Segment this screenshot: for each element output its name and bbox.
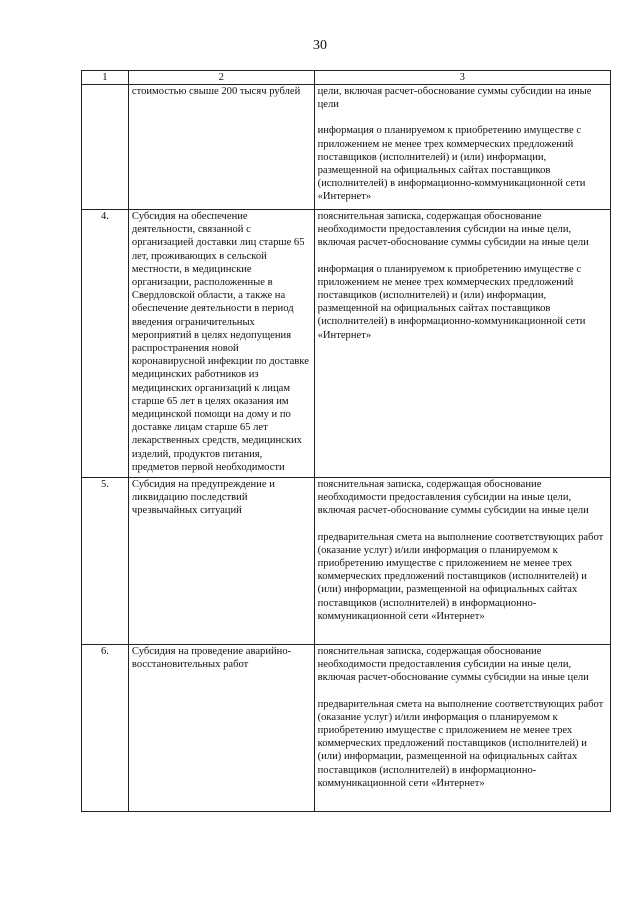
document-item: информация о планируемом к приобретению имуществе с приложением не менее трех коммерческих предложений поставщиков (исполнителей) и (или) информации, размещенной на официальных сайтах поставщиков (исполнителей) в информационно-коммуникационной сети «Интернет»	[317, 263, 586, 341]
row-number	[82, 85, 129, 210]
subsidy-documents-table	[81, 70, 611, 812]
required-documents	[314, 478, 610, 645]
column-header-1: 1	[82, 71, 129, 85]
required-documents	[314, 645, 610, 812]
subsidy-name: Субсидия на обеспечение деятельности, связанной с организацией доставки лиц старше 65 лет, проживающих в сельской местности, в медицинские организации, расположенные в Свердловской области, а также на обеспечение деятельности в период введения ограничительных мероприятий в целях недопущения распространения новой коронавирусной инфекции по доставке медицинских работников из медицинских организаций к лицам старше 65 лет в целях оказания им медицинской помощи на дому и по доставке лицам старше 65 лет лекарственных средств, медицинских изделий, продуктов питания, предметов первой необходимости	[128, 210, 314, 478]
row-number: 6.	[82, 645, 129, 812]
column-header-3: 3	[314, 71, 610, 85]
table-row	[82, 645, 611, 812]
table-header-row	[82, 71, 611, 85]
document-item: информация о планируемом к приобретению имуществе с приложением не менее трех коммерческих предложений поставщиков (исполнителей) и (или) информации, размещенной на официальных сайтах поставщиков (исполнителей) в информационно-коммуникационной сети «Интернет»	[317, 125, 586, 203]
document-item: цели, включая расчет-обоснование суммы субсидии на иные цели	[317, 86, 592, 111]
subsidy-name: Субсидия на предупреждение и ликвидацию последствий чрезвычайных ситуаций	[128, 478, 314, 645]
document-item: пояснительная записка, содержащая обоснование необходимости предоставления субсидии на иные цели, включая расчет-обоснование суммы субсидии на иные цели	[317, 479, 589, 517]
subsidy-name: Субсидия на проведение аварийно-восстановительных работ	[128, 645, 314, 812]
document-item: предварительная смета на выполнение соответствующих работ (оказание услуг) и/или информация о планируемом к приобретению имуществе с приложением не менее трех коммерческих предложений поставщиков (исполнителей) и (или) информации, размещенной на официальных сайтах поставщиков (исполнителей) в информационно-коммуникационной сети «Интернет»	[317, 698, 604, 789]
table-row	[82, 210, 611, 478]
subsidy-name: стоимостью свыше 200 тысяч рублей	[128, 85, 314, 210]
required-documents	[314, 210, 610, 478]
table-row	[82, 478, 611, 645]
required-documents	[314, 85, 610, 210]
document-item: предварительная смета на выполнение соответствующих работ (оказание услуг) и/или информация о планируемом к приобретению имуществе с приложением не менее трех коммерческих предложений поставщиков (исполнителей) и (или) информации, размещенной на официальных сайтах поставщиков (исполнителей) в информационно-коммуникационной сети «Интернет»	[317, 531, 604, 622]
document-item: пояснительная записка, содержащая обоснование необходимости предоставления субсидии на иные цели, включая расчет-обоснование суммы субсидии на иные цели	[317, 646, 589, 684]
row-number: 4.	[82, 210, 129, 478]
column-header-2: 2	[128, 71, 314, 85]
table-row	[82, 85, 611, 210]
row-number: 5.	[82, 478, 129, 645]
document-item: пояснительная записка, содержащая обоснование необходимости предоставления субсидии на иные цели, включая расчет-обоснование суммы субсидии на иные цели	[317, 211, 589, 249]
page-number: 30	[313, 38, 327, 53]
